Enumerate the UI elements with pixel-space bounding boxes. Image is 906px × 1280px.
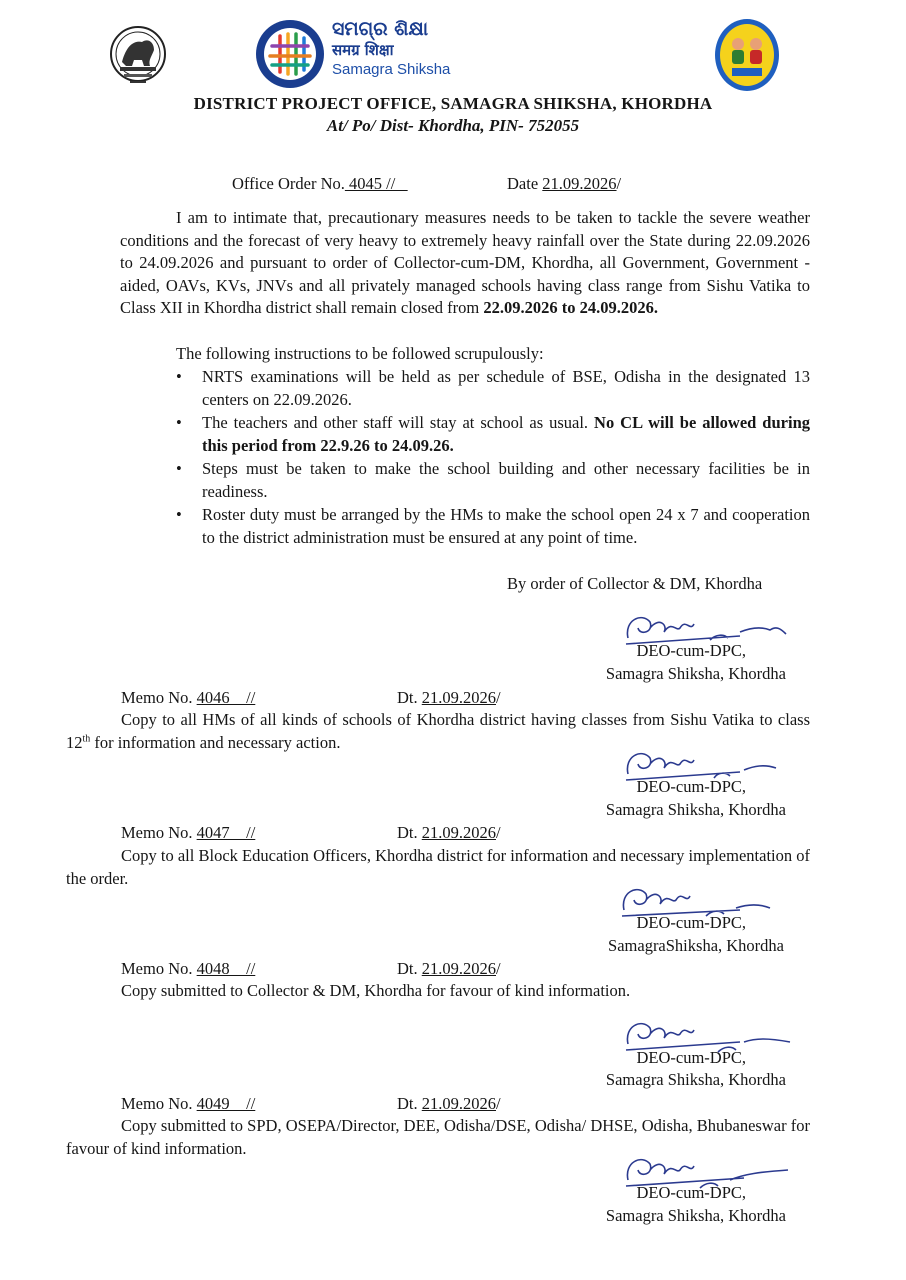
memo-body: Copy to all HMs of all kinds of schools of Khordha district having classes from Sishu Vatika to class 12th for information and necessary action. [66,710,810,752]
instruction-item: • NRTS examinations will be held as per schedule of BSE, Odisha in the designated 13 centers on 22.09.2026. [176,367,810,409]
signatory-office: Samagra Shiksha, Khordha [605,1206,786,1225]
bullet-icon: • [176,413,182,432]
instruction-item: • Roster duty must be arranged by the HMs to make the school open 24 x 7 and cooperation to the district administration must be ensured at any point of time. [176,505,810,547]
memo-number: Memo No. 4046 // [121,688,256,707]
order-number: 4045 // [344,174,408,193]
by-order-line: By order of Collector & DM, Khordha [507,574,763,593]
instruction-item: • Steps must be taken to make the school building and other necessary facilities be in readiness. [176,459,810,501]
signatory-title: DEO-cum-DPC, [636,1048,746,1067]
office-title: DISTRICT PROJECT OFFICE, SAMAGRA SHIKSHA, KHORDHA [193,94,713,113]
order-label: Office Order No. [232,174,345,193]
memo-date: Dt. 21.09.2026/ [397,823,501,842]
bullet-icon: • [176,505,182,524]
bullet-icon: • [176,367,182,386]
order-date-value: 21.09.2026 [542,174,617,193]
intro-paragraph [120,207,810,320]
osepa-logo [714,18,780,92]
samagra-hindi-text: समग्र शिक्षा [332,41,394,59]
intro-text: I am to intimate that, precautionary measures needs to be taken to tackle the severe weather conditions and the forecast of very heavy to extremely heavy rainfall over the State during 22.09.2026 to 24.09.2026 and pursuant to order of Collector-cum-DM, Khordha, all Government, Government -aided, OAVs, KVs, JNVs and all privately managed schools having class range from Sishu Vatika to Class XII in Khordha district shall remain closed from [120,208,810,317]
office-order-date [507,173,621,196]
signatory-title: DEO-cum-DPC, [636,913,746,932]
order-date-label: Date [507,174,543,193]
instructions-heading: The following instructions to be followed scrupulously: [176,344,544,363]
memo-number: Memo No. 4047 // [121,823,256,842]
signatory-office: Samagra Shiksha, Khordha [605,664,786,683]
signatory-title: DEO-cum-DPC, [636,1183,746,1202]
signatory-office: Samagra Shiksha, Khordha [605,800,786,819]
bullet-icon: • [176,459,182,478]
memo-body: Copy submitted to SPD, OSEPA/Director, DEE, Odisha/DSE, Odisha/ DHSE, Odisha, Bhubaneswar for favour of kind information. [66,1116,810,1158]
samagra-english-text: Samagra Shiksha [332,61,451,78]
samagra-shiksha-logo [254,18,326,90]
signatory-title: DEO-cum-DPC, [636,641,746,660]
signatory-title: DEO-cum-DPC, [636,777,746,796]
memo-date: Dt. 21.09.2026/ [397,1094,501,1113]
closure-dates: 22.09.2026 to 24.09.2026. [483,298,659,317]
odisha-emblem-logo [108,22,168,90]
signatory-office: Samagra Shiksha, Khordha [605,1070,786,1089]
memo-number: Memo No. 4049 // [121,1094,256,1113]
instructions-list [176,366,810,550]
order-date-suffix: / [616,174,622,193]
memo-date: Dt. 21.09.2026/ [397,688,501,707]
office-order-number [232,173,408,196]
instruction-item: • The teachers and other staff will stay at school as usual. No CL will be allowed during this period from 22.9.26 to 24.09.26. [176,413,810,455]
samagra-odia-text: ସମଗ୍ର ଶିକ୍ଷା [332,18,429,40]
signatory-office: SamagraShiksha, Khordha [608,936,784,955]
memo-number: Memo No. 4048 // [121,959,256,978]
memo-body: Copy to all Block Education Officers, Khordha district for information and necessary implementation of the order. [66,846,810,888]
memo-body: Copy submitted to Collector & DM, Khordha for favour of kind information. [121,981,631,1000]
office-address: At/ Po/ Dist- Khordha, PIN- 752055 [326,116,580,135]
memo-date: Dt. 21.09.2026/ [397,959,501,978]
samagra-shiksha-wordmark [332,18,450,80]
